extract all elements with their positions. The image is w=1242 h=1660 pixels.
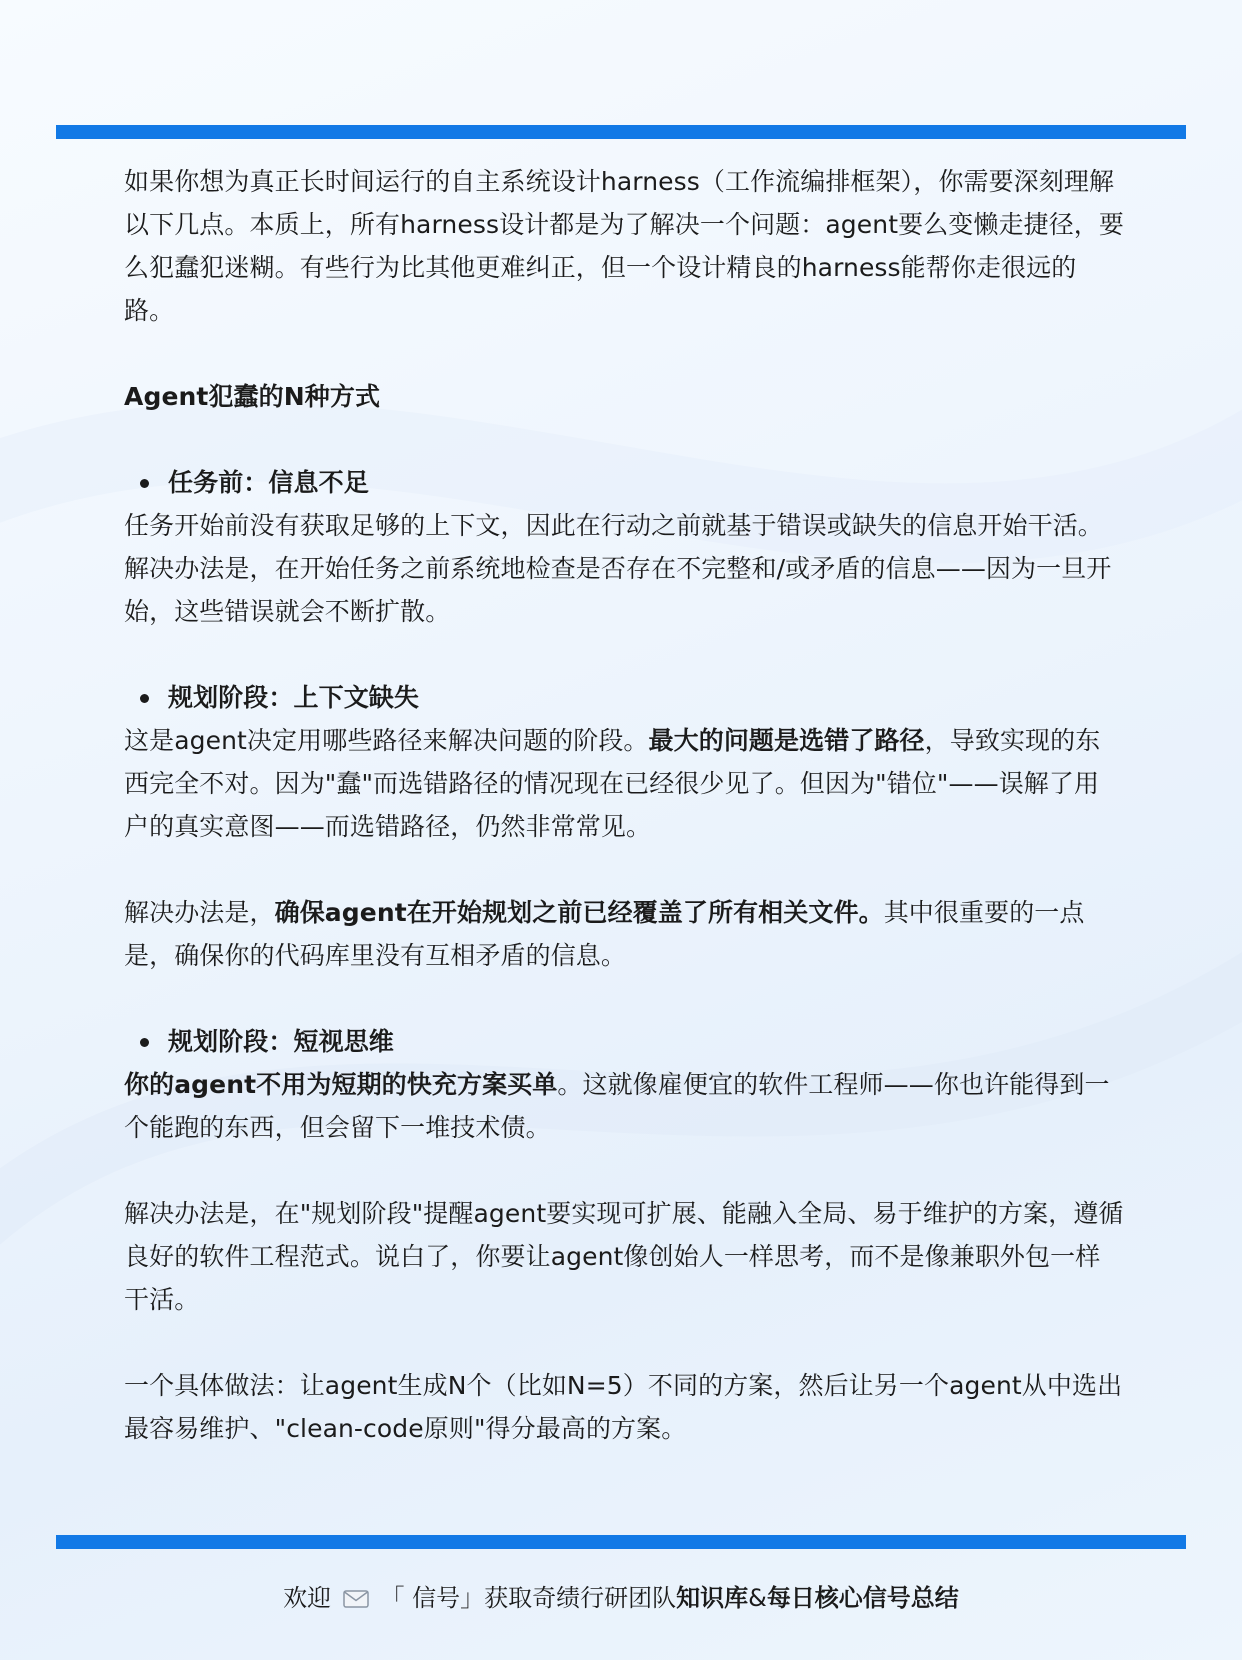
bullet-item-planning-context xyxy=(124,676,1124,719)
paragraph-planning-context-solution xyxy=(124,891,1124,977)
bullet-label: 任务前：信息不足 xyxy=(168,468,369,497)
intro-paragraph: 如果你想为真正长时间运行的自主系统设计harness（工作流编排框架），你需要深刻理解以下几点。本质上，所有harness设计都是为了解决一个问题：agent要么变懒走捷径，要么犯蠢犯迷糊。有些行为比其他更难纠正，但一个设计精良的harness能帮你走很远的路。 xyxy=(124,167,1124,325)
paragraph-pre-task: 任务开始前没有获取足够的上下文，因此在行动之前就基于错误或缺失的信息开始干活。解决办法是，在开始任务之前系统地检查是否存在不完整和/或矛盾的信息——因为一旦开始，这些错误就会不断扩散。 xyxy=(124,511,1112,626)
bullet-item-planning-shortsighted xyxy=(124,1020,1124,1063)
footer-daily-signal: 每日核心信号总结 xyxy=(766,1584,959,1612)
text-run: 这是agent决定用哪些路径来解决问题的阶段。 xyxy=(124,726,649,755)
bottom-accent-bar xyxy=(56,1535,1186,1549)
section-heading: Agent犯蠢的N种方式 xyxy=(124,382,381,411)
text-run: 解决办法是， xyxy=(124,898,275,927)
paragraph-concrete-practice: 一个具体做法：让agent生成N个（比如N=5）不同的方案，然后让另一个agent从中选出最容易维护、"clean-code原则"得分最高的方案。 xyxy=(124,1371,1123,1443)
text-run: 其中很重要的一点是，确保你的代码库里没有互相矛盾的信息。 xyxy=(124,898,1085,970)
footer-amp: & xyxy=(748,1584,767,1612)
footer-knowledge-base: 知识库 xyxy=(676,1584,749,1612)
bullet-item-pre-task xyxy=(124,461,1124,504)
article-body xyxy=(124,160,1124,1450)
bullet-dot-icon xyxy=(140,479,149,488)
bold-text: 确保agent在开始规划之前已经覆盖了所有相关文件。 xyxy=(274,898,884,927)
bullet-dot-icon xyxy=(140,694,149,703)
footer-prefix: 欢迎 xyxy=(283,1584,332,1612)
paragraph-shortsighted-solution: 解决办法是，在"规划阶段"提醒agent要实现可扩展、能融入全局、易于维护的方案，遵循良好的软件工程范式。说白了，你要让agent像创始人一样思考，而不是像兼职外包一样干活。 xyxy=(124,1199,1124,1314)
footer-banner xyxy=(0,1578,1242,1618)
paragraph-shortsighted xyxy=(124,1063,1124,1149)
text-run: ，导致实现的东西完全不对。因为"蠢"而选错路径的情况现在已经很少见了。但因为"错位"——误解了用户的真实意图——而选错路径，仍然非常常见。 xyxy=(124,726,1101,841)
bullet-label: 规划阶段：上下文缺失 xyxy=(168,683,420,712)
bullet-dot-icon xyxy=(140,1038,149,1047)
bold-text: 你的agent不用为短期的快充方案买单 xyxy=(124,1070,558,1099)
bold-text: 最大的问题是选错了路径 xyxy=(648,726,925,755)
text-run: 。这就像雇便宜的软件工程师——你也许能得到一个能跑的东西，但会留下一堆技术债。 xyxy=(124,1070,1110,1142)
paragraph-planning-context xyxy=(124,719,1124,848)
footer-middle: 「 信号」获取奇绩行研团队 xyxy=(380,1584,677,1612)
envelope-icon xyxy=(343,1590,369,1608)
top-accent-bar xyxy=(56,125,1186,139)
bullet-label: 规划阶段：短视思维 xyxy=(168,1027,394,1056)
